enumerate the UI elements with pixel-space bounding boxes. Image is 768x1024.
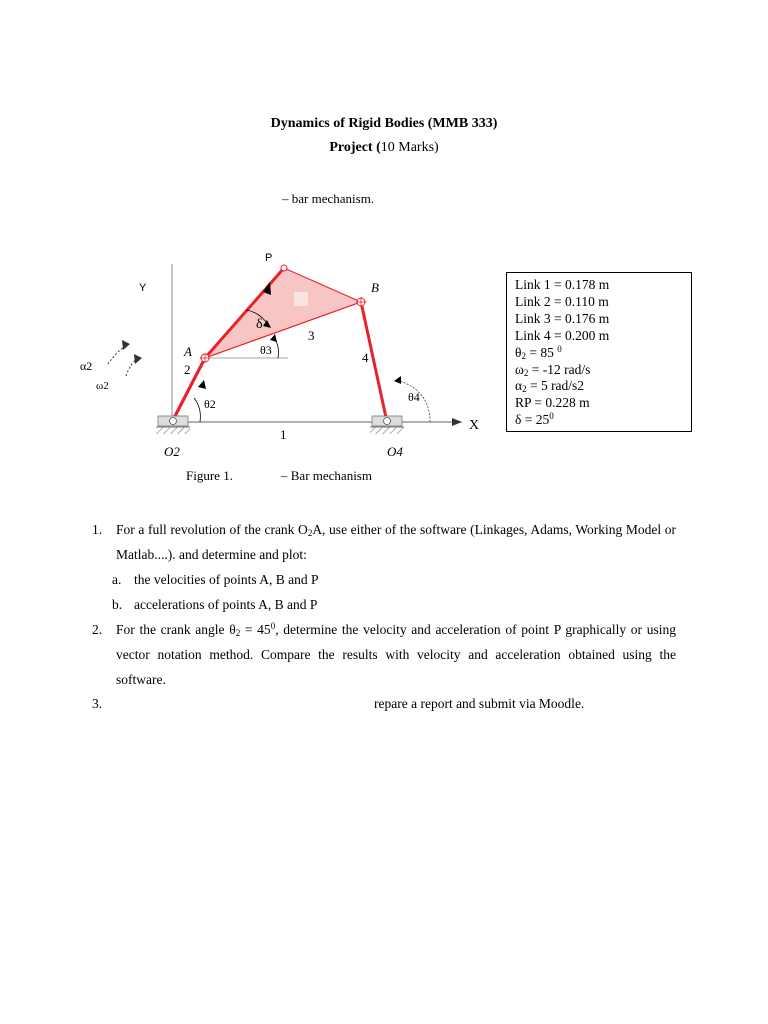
- question-1a: [92, 567, 676, 592]
- param-link1: Link 1 = 0.178 m: [515, 277, 610, 292]
- label-omega2: ω2: [96, 380, 109, 392]
- question-1-number: 1.: [92, 522, 103, 537]
- theta2-degree: 0: [557, 343, 562, 354]
- ground-support-o2: [156, 416, 190, 434]
- label-y: Y: [139, 282, 147, 294]
- theta2-arc: [194, 398, 200, 422]
- label-b: B: [371, 280, 379, 295]
- label-alpha2: α2: [80, 359, 93, 373]
- question-3-number: 3.: [92, 696, 103, 711]
- param-delta: [515, 412, 691, 429]
- joint-p: [281, 265, 287, 271]
- label-theta4: θ4: [408, 390, 420, 404]
- omega2-arrowhead: [134, 354, 142, 364]
- intro-text: – bar mechanism.: [282, 191, 375, 206]
- link2-arrowhead: [198, 380, 206, 389]
- figure-caption-prefix: Figure 1.: [186, 468, 233, 483]
- q1-subscript: 2: [307, 528, 313, 538]
- q1-part-b: A, use either of the software (Linkages, Adams, Working Model or Matlab....). and determine and plot:: [116, 522, 676, 562]
- label-o2: O2: [164, 444, 180, 459]
- question-list: [92, 517, 676, 692]
- question-1a-text: the velocities of points A, B and P: [134, 572, 319, 587]
- course-title-text: Dynamics of Rigid Bodies (MMB 333): [270, 116, 498, 131]
- x-axis-arrow: [452, 418, 462, 426]
- alpha2-value: = 5 rad/s2: [526, 378, 585, 394]
- q2-part-a: For the crank angle θ: [116, 622, 236, 637]
- param-omega2: [515, 362, 691, 379]
- label-theta2: θ2: [204, 397, 216, 411]
- param-theta2: [515, 345, 691, 362]
- course-title: [0, 116, 768, 132]
- question-3-text: repare a report and submit via Moodle.: [374, 696, 585, 711]
- question-1b-letter: b.: [112, 597, 123, 612]
- parameter-box: [506, 272, 692, 432]
- ground-support-o4: [370, 416, 404, 434]
- theta2-subscript: 2: [521, 350, 526, 361]
- question-2: [92, 617, 676, 692]
- question-2-text: [116, 617, 676, 692]
- label-link-4: 4: [362, 350, 369, 365]
- coupler-highlight: [294, 292, 308, 306]
- mechanism-figure: [60, 240, 500, 470]
- param-rp: RP = 0.228 m: [515, 395, 590, 411]
- q2-degree: 0: [270, 621, 276, 631]
- label-p: P: [265, 252, 273, 264]
- theta3-arc-arrow: [270, 334, 277, 342]
- project-marks: 10 Marks): [380, 140, 439, 155]
- label-x: X: [469, 418, 480, 433]
- coupler-triangle: [205, 268, 361, 358]
- question-1a-letter: a.: [112, 572, 122, 587]
- project-label: Project (: [329, 140, 381, 155]
- omega2-symbol: ω: [515, 361, 524, 377]
- delta-degree: 0: [549, 411, 554, 422]
- question-1b: [92, 592, 676, 617]
- theta4-arc-arrow: [394, 376, 401, 384]
- question-2-number: 2.: [92, 622, 103, 637]
- alpha2-arrowhead: [122, 340, 130, 350]
- label-theta3: θ3: [260, 343, 272, 357]
- param-link2: Link 2 = 0.110 m: [515, 293, 609, 309]
- figure-caption-suffix: – Bar mechanism: [281, 468, 372, 483]
- label-link-2: 2: [184, 362, 191, 377]
- omega2-value: = -12 rad/s: [528, 361, 591, 377]
- label-link-3: 3: [308, 328, 315, 343]
- q2-subscript: 2: [235, 628, 241, 638]
- alpha2-symbol: α: [515, 378, 523, 394]
- param-link3: Link 3 = 0.176 m: [515, 310, 610, 326]
- param-alpha2: [515, 378, 691, 395]
- project-title: [0, 140, 768, 156]
- label-a: A: [184, 344, 192, 359]
- q1-part-a: For a full revolution of the crank O: [116, 522, 308, 537]
- omega2-subscript: 2: [523, 367, 529, 378]
- alpha2-subscript: 2: [522, 384, 527, 395]
- q2-part-c: , determine the velocity and acceleration of point P graphically or using vector notation method. Compare the results with velocity and acceleration obtained using the software.: [116, 622, 676, 687]
- question-1b-text: accelerations of points A, B and P: [134, 597, 318, 612]
- label-o4: O4: [387, 444, 403, 459]
- label-delta: δ: [256, 317, 263, 332]
- question-1: [92, 517, 676, 567]
- theta2-value: = 85: [525, 344, 558, 360]
- param-link4: Link 4 = 0.200 m: [515, 327, 610, 343]
- delta-value: δ = 25: [515, 412, 550, 428]
- theta2-symbol: θ: [515, 344, 522, 360]
- q2-part-b: = 45: [240, 622, 271, 637]
- label-link-1: 1: [280, 427, 287, 442]
- question-1-text: [116, 517, 676, 567]
